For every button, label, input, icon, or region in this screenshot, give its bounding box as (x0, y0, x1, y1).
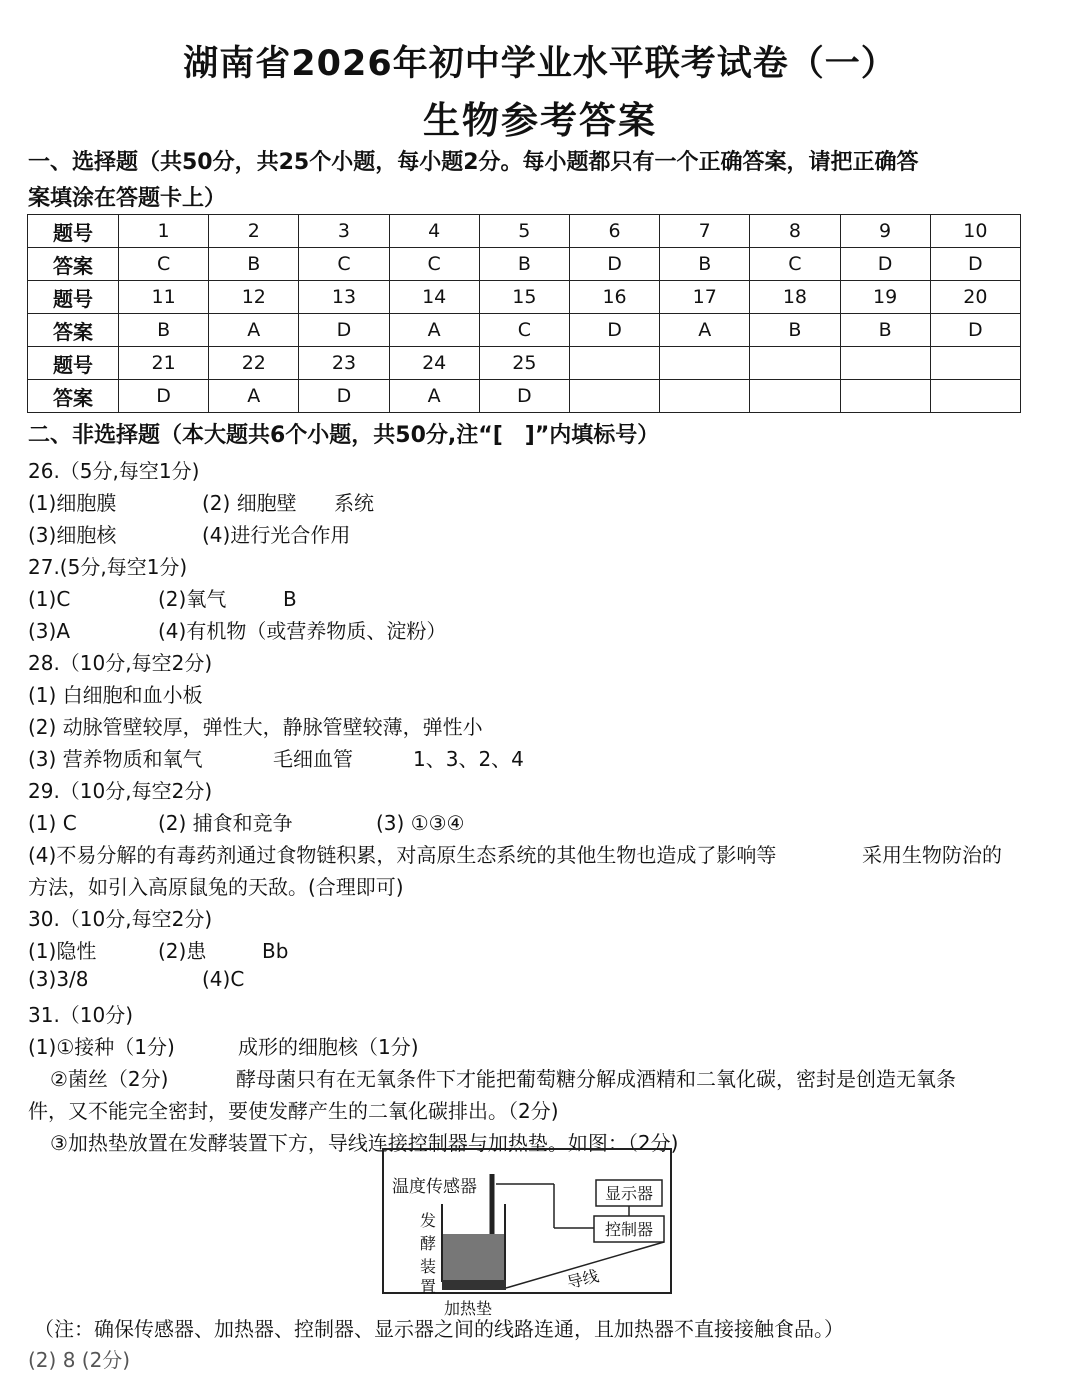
q27-header: 27.(5分,每空1分) (28, 555, 188, 579)
answer-cell: B (840, 314, 930, 347)
q26-ans4: (4)进行光合作用 (202, 523, 351, 547)
q27-ans2b: B (283, 587, 297, 611)
q26-header: 26.（5分,每空1分) (28, 459, 200, 483)
answer-cell: D (930, 248, 1020, 281)
question-number-cell: 5 (479, 215, 569, 248)
q31-line3: 件，又不能完全密封，要使发酵产生的二氧化碳排出。（2分) (28, 1099, 559, 1123)
q26-ans1: (1)细胞膜 (28, 491, 117, 515)
question-number-cell (660, 347, 750, 380)
question-number-cell: 18 (750, 281, 840, 314)
question-number-cell: 11 (119, 281, 209, 314)
q30-ans2: (2)患 (158, 939, 207, 963)
question-number-cell: 22 (209, 347, 299, 380)
answer-cell: C (299, 248, 389, 281)
q30-line1 (28, 935, 288, 964)
answer-row (28, 248, 1021, 281)
question-number-cell: 7 (660, 215, 750, 248)
sensor-label: 温度传感器 (392, 1177, 477, 1197)
answer-cell: D (299, 380, 389, 413)
answer-cell: D (479, 380, 569, 413)
question-number-cell: 17 (660, 281, 750, 314)
q28-line1: (1) 白细胞和血小板 (28, 683, 203, 707)
q29-ans3: (3) ①③④ (376, 811, 465, 835)
answer-cell (569, 380, 659, 413)
answer-row (28, 314, 1021, 347)
fermentation-liquid (443, 1234, 504, 1280)
heating-pad-label: 加热垫 (444, 1299, 493, 1318)
answer-table (27, 214, 1021, 413)
q28-ans3a: (3) 营养物质和氧气 (28, 747, 203, 771)
q28-line3 (28, 743, 524, 772)
fermentation-diagram (382, 1148, 672, 1320)
device-label: 发 酵 装 置 (420, 1211, 437, 1296)
question-number-cell: 13 (299, 281, 389, 314)
question-number-cell (930, 347, 1020, 380)
q31-line2 (50, 1063, 956, 1092)
answer-cell: C (750, 248, 840, 281)
answer-cell: D (569, 314, 659, 347)
question-number-cell: 15 (479, 281, 569, 314)
section2-heading: 二、非选择题（本大题共6个小题，共50分,注“[ ]”内填标号） (28, 423, 660, 448)
q26-ans2: (2) 细胞壁 (202, 491, 297, 515)
page-title: 湖南省2026年初中学业水平联考试卷（一） (183, 44, 897, 84)
answer-cell: A (660, 314, 750, 347)
q29-ans1: (1) C (28, 811, 77, 835)
question-number-cell: 12 (209, 281, 299, 314)
row-label-answer: 答案 (28, 380, 119, 413)
q27-line2 (28, 615, 446, 644)
q30-ans4: (4)C (202, 967, 245, 991)
q29-ans4b: 采用生物防治的 (862, 843, 1002, 867)
row-label-answer: 答案 (28, 248, 119, 281)
answer-cell: D (840, 248, 930, 281)
display-label: 显示器 (604, 1184, 654, 1203)
question-number-cell: 1 (119, 215, 209, 248)
answer-cell: D (930, 314, 1020, 347)
q26-ans3: (3)细胞核 (28, 523, 117, 547)
question-number-cell: 8 (750, 215, 840, 248)
page-subtitle: 生物参考答案 (423, 99, 657, 142)
q28-ans3b: 毛细血管 (273, 747, 353, 771)
question-number-cell: 2 (209, 215, 299, 248)
q28-line2: (2) 动脉管壁较厚，弹性大，静脉管壁较薄，弹性小 (28, 715, 483, 739)
q27-ans2: (2)氧气 (158, 587, 227, 611)
row-label-number: 题号 (28, 215, 119, 248)
question-number-cell: 25 (479, 347, 569, 380)
answer-cell: C (389, 248, 479, 281)
q28-ans3c: 1、3、2、4 (413, 747, 524, 771)
q27-line1 (28, 583, 297, 612)
question-number-cell (569, 347, 659, 380)
answer-cell: C (119, 248, 209, 281)
heating-pad (442, 1280, 506, 1290)
q30-header: 30.（10分,每空2分) (28, 907, 213, 931)
q31-ans1b: 成形的细胞核（1分) (238, 1035, 419, 1059)
q29-ans4a: (4)不易分解的有毒药剂通过食物链积累，对高原生态系统的其他生物也造成了影响等 (28, 843, 777, 867)
question-number-cell: 6 (569, 215, 659, 248)
question-number-cell: 21 (119, 347, 209, 380)
answer-cell: A (389, 314, 479, 347)
q29-line2 (28, 839, 1002, 868)
answer-row (28, 380, 1021, 413)
answer-cell: A (209, 314, 299, 347)
section1-heading-line2: 案填涂在答题卡上） (28, 186, 227, 211)
section1-heading-line1: 一、选择题（共50分，共25个小题，每小题2分。每小题都只有一个正确答案，请把正确答 (28, 150, 919, 175)
row-label-number: 题号 (28, 347, 119, 380)
q29-ans2: (2) 捕食和竞争 (158, 811, 293, 835)
answer-cell (930, 380, 1020, 413)
answer-cell: B (750, 314, 840, 347)
controller-label: 控制器 (604, 1220, 654, 1239)
q27-ans4: (4)有机物（或营养物质、淀粉） (158, 619, 447, 643)
q28-header: 28.（10分,每空2分) (28, 651, 213, 675)
q31-line1 (28, 1031, 419, 1060)
note-line: （注：确保传感器、加热器、控制器、显示器之间的线路连通，且加热器不直接接触食品。） (34, 1317, 844, 1341)
question-number-cell: 16 (569, 281, 659, 314)
answer-cell: A (389, 380, 479, 413)
question-number-row (28, 347, 1021, 380)
answer-cell: D (119, 380, 209, 413)
answer-cell (750, 380, 840, 413)
q30-ans3: (3)3/8 (28, 967, 89, 991)
question-number-row (28, 215, 1021, 248)
q27-ans3: (3)A (28, 619, 71, 643)
q26-line2 (28, 519, 350, 548)
q31-ans1a: (1)①接种（1分) (28, 1035, 175, 1059)
question-number-cell: 24 (389, 347, 479, 380)
question-number-cell (750, 347, 840, 380)
answer-cell: D (299, 314, 389, 347)
q26-ans2b: 系统 (334, 491, 374, 515)
q26-line1 (28, 487, 374, 516)
question-number-cell: 19 (840, 281, 930, 314)
question-number-cell: 4 (389, 215, 479, 248)
answer-cell: B (209, 248, 299, 281)
q29-line1 (28, 807, 464, 836)
answer-cell: B (660, 248, 750, 281)
question-number-cell: 23 (299, 347, 389, 380)
answer-cell: B (479, 248, 569, 281)
question-number-cell: 14 (389, 281, 479, 314)
q29-header: 29.（10分,每空2分) (28, 779, 213, 803)
question-number-cell: 9 (840, 215, 930, 248)
row-label-number: 题号 (28, 281, 119, 314)
answer-cell (840, 380, 930, 413)
question-number-cell (840, 347, 930, 380)
answer-cell: D (569, 248, 659, 281)
q30-ans1: (1)隐性 (28, 939, 97, 963)
question-number-cell: 3 (299, 215, 389, 248)
answer-cell: C (479, 314, 569, 347)
answer-cell: B (119, 314, 209, 347)
question-number-cell: 20 (930, 281, 1020, 314)
answer-cell: A (209, 380, 299, 413)
q27-ans1: (1)C (28, 587, 71, 611)
q30-ans2b: Bb (262, 939, 289, 963)
q29-line3: 方法，如引入高原鼠兔的天敌。(合理即可) (28, 875, 404, 899)
row-label-answer: 答案 (28, 314, 119, 347)
answer-cell (660, 380, 750, 413)
q31-ans2a: ②菌丝（2分) (50, 1067, 169, 1091)
question-number-row (28, 281, 1021, 314)
q31-ans2b: 酵母菌只有在无氧条件下才能把葡萄糖分解成酒精和二氧化碳，密封是创造无氧条 (236, 1067, 956, 1091)
q31-header: 31.（10分) (28, 1003, 134, 1027)
q31-line4: ③加热垫放置在发酵装置下方，导线连接控制器与加热垫。如图：（2分) (50, 1131, 679, 1155)
q30-line2 (28, 967, 244, 991)
cut-off-line: (2) 8 (2分) (28, 1348, 131, 1372)
question-number-cell: 10 (930, 215, 1020, 248)
wire-label: 导线 (565, 1266, 601, 1293)
